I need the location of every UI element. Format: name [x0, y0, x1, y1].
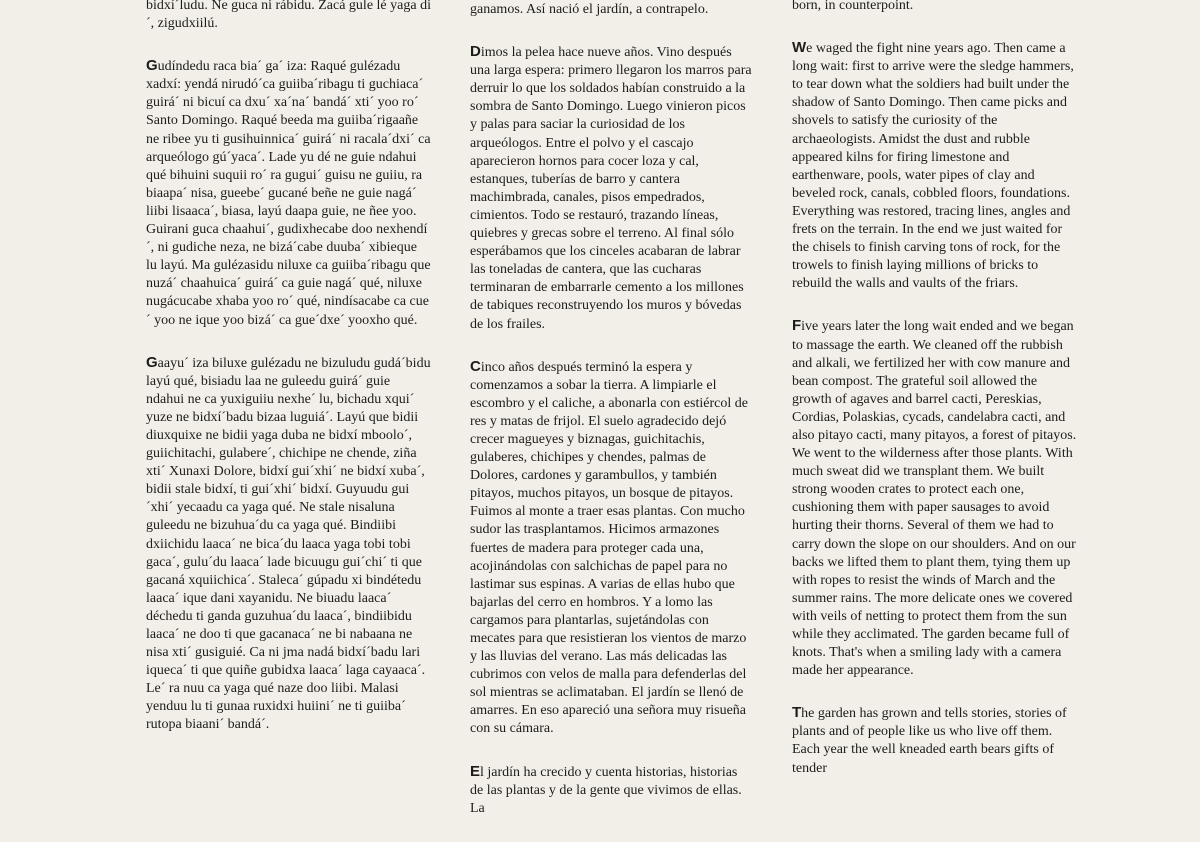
paragraph-text: inco años después terminó la espera y comenzamos a sobar la tierra. A limpiarle el escombro y el caliche, a abonarla con estiércol de res y matas de frijol. El suelo agradecido dejó crecer magueyes y biznagas, guichitachis, gulaberes, chichipes y chendes, palmas de Dolores, cardones y garambullos, y también pitayos, muchos pitayos, un bosque de pitayos. Fuimos al monte a traer esas plantas. Con mucho sudor las trasplantamos. Hicimos armazones fuertes de madera para proteger cada una, acojinándolas con salchichas de papel para no lastimar sus espinas. A varias de ellas hubo que bajarlas del cerro en hombros. Y a lomo las cargamos para plantarlas, sujetándolas con mecates para que resistieran los vientos de marzo y las lluvias del verano. Las más delicadas las cubrimos con velos de malla para defenderlas del sol mientras se aclimataban. El jardín se llenó de amarres. En eso apareció una señora muy risueña con su cámara.: [470, 359, 748, 737]
zapotec-paragraph-2: [146, 57, 431, 329]
english-paragraph-2: [792, 39, 1077, 293]
drop-letter: G: [146, 353, 158, 371]
drop-letter: D: [470, 43, 481, 61]
drop-letter: E: [470, 762, 481, 780]
paragraph-text: aayu´ iza biluxe gulézadu ne bizuludu gudá´bidu layú qué, bisiadu laa ne guleedu guirá´ guie ndahui ne ca yuxiguiiu nexhe´ lu, bichadu xqui´ yuze ne bidxí´badu bizaa luguiá´. Layú que bidii diuxquixe ne bidii yaga duba ne bidxí mboolo´, guiichitachi, gulabere´, chichipe ne chende, ziña xti´ Xunaxi Dolore, bidxí gui´xhi´ ne bidxí xuba´, bidii stale bidxí, ti gui´xhi´ bidxí. Guyuudu gui´xhi´ yecaadu ca yaga qué. Ne stale nisaluna guleedu ne bizuhua´du ca yaga qué. Bindiibi dxiichidu laaca´ ne bica´du laaca yaga tobi tobi gaca´, gulu´du laaca´ lade bicuugu gui´chi´ ti que gacaná xquiichica´. Staleca´ gúpadu xi bindétedu laaca´ ique dani xayanidu. Ne biuadu laaca´ déchedu ti ganda guzuhua´du laaca´, bindiibidu laaca´ ne doo ti que gacanaca´ ne bi nabaana ne nisa xti´ gusiguié. Ca ni jma nadá bidxí´badu lari iqueca´ ti que quiñe gubidxa laaca´ laga cayaaca´. Le´ ra nuu ca yaga qué naze doo liibi. Malasi yenduu lu ti gunaa ruxidxi huiini´ ne ti guiiba´ rutopa biaani´ bandá´.: [146, 355, 431, 733]
drop-letter: T: [792, 704, 802, 722]
paragraph-text: imos la pelea hace nueve años. Vino después una larga espera: primero llegaron los marros para derruir lo que los soldados habían construido a la sombra de Santo Domingo. Luego vinieron picos y palas para saciar la curiosidad de los arqueólogos. Entre el polvo y el cascajo aparecieron hornos para cocer loza y cal, estanques, tuberías de barro y cantera machimbrada, canales, pisos empedrados, cimientos. Todo se restauró, trazando líneas, quiebres y grecas sobre el terreno. Al final sólo esperábamos que los cinceles acabaran de labrar las toneladas de cantera, que las cucharas terminaran de embarrarle cemento a los millones de tabiques reconstruyendo los muros y bóvedas de los frailes.: [470, 45, 752, 332]
spanish-column: [470, 0, 752, 842]
spanish-paragraph-2: [470, 43, 752, 334]
zapotec-column: [146, 0, 431, 759]
paragraph-text: ive years later the long wait ended and we began to massage the earth. We cleaned off the rubbish and alkali, we fertilized her with cow manure and bean compost. The grateful soil allowed the growth of agaves and barrel cacti, Pereskias, Cordias, Polaskias, cycads, candelabra cacti, and also pitayo cacti, many pitayos, a forest of pitayos. We went to the wilderness after those plants. With much sweat did we transplant them. We built strong wooden crates to protect each one, cushioning them with paper sausages to avoid hurting their thorns. Several of them we had to carry down the slope on our shoulders. And on our backs we lifted them to plant them, tying them up with ropes to resist the winds of March and the summer rains. The more delicate ones we covered with veils of netting to protect them from the sun while they acclimated. The garden became full of knots. That's when a smiling lady with a camera made her appearance.: [792, 319, 1077, 679]
paragraph-text: udíndedu raca bia´ ga´ iza: Raqué gulézadu xadxí: yendá nirudó´ca guiiba´ribagu ti guchiaca´ guirá´ ni bicuí ca dxu´ xa´na´ bandá´ xti´ yoo ro´ Santo Domingo. Raqué beeda ma guiiba´rigaañe ne ribee yu ti gusihuinnica´ guirá´ ni racala´dxi´ ca arqueólogo gú´yaca´. Lade yu dé ne guie ndahui qué bihuini suquii ro´ ra gugui´ guisu ne guiiu, ra biaapa´ nisa, gueebe´ gucané beñe ne guie nagá´ liibi lisaaca´, biasa, layú daapa guie, ne ñee yoo. Guirani guca chaahui´, gudixhecabe doo nexhendí´, ni gudiche neza, ne bizá´cabe duuba´ xibieque lu layú. Ma gulézasidu niluxe ca guiiba´ribagu que nuzá´ chaahuica´ guirá´ ca guie nagá´ qué, niluxe nugácucabe xhaba yoo ro´ qué, nindísacabe ca cue´ yoo ne ique yoo bizá´ ca gue´dxe´ yooxho qué.: [146, 59, 431, 328]
paragraph-text: l jardín ha crecido y cuenta historias, historias de las plantas y de la gente que vivimos de ellas. La: [470, 764, 742, 816]
english-column: [792, 0, 1077, 802]
english-paragraph-4: [792, 704, 1077, 777]
english-paragraph-3: [792, 317, 1077, 680]
zapotec-paragraph-1: [146, 0, 431, 33]
drop-letter: W: [792, 39, 807, 57]
spanish-paragraph-1: [470, 0, 752, 19]
paragraph-text: bidxí´ludu. Ne guca ni rábidu. Zacá gule lé yaga di´, zigudxiilú.: [146, 0, 431, 32]
zapotec-paragraph-3: [146, 354, 431, 735]
paragraph-text: he garden has grown and tells stories, stories of plants and of people like us who live off them. Each year the well kneaded earth bears gifts of tender: [792, 706, 1067, 776]
drop-letter: G: [146, 57, 158, 75]
paragraph-text: e waged the fight nine years ago. Then came a long wait: first to arrive were the sledge hammers, to tear down what the soldiers had built under the shadow of Santo Domingo. Then came picks and shovels to satisfy the curiosity of the archaeologists. Amidst the dust and rubble appeared kilns for firing limestone and earthenware, pools, water pipes of clay and beveled rock, canals, cobbled floors, foundations. Everything was restored, tracing lines, angles and frets on the terrain. In the end we just waited for the chisels to finish carving tons of rock, for the trowels to finish laying millions of bricks to rebuild the walls and vaults of the friars.: [792, 41, 1074, 292]
paragraph-text: born, in counterpoint.: [792, 0, 914, 13]
drop-letter: C: [470, 357, 481, 375]
english-paragraph-1: [792, 0, 1077, 15]
paragraph-text: ganamos. Así nació el jardín, a contrapelo.: [470, 2, 709, 17]
spanish-paragraph-3: [470, 358, 752, 739]
spanish-paragraph-4: [470, 763, 752, 818]
drop-letter: F: [792, 317, 802, 335]
